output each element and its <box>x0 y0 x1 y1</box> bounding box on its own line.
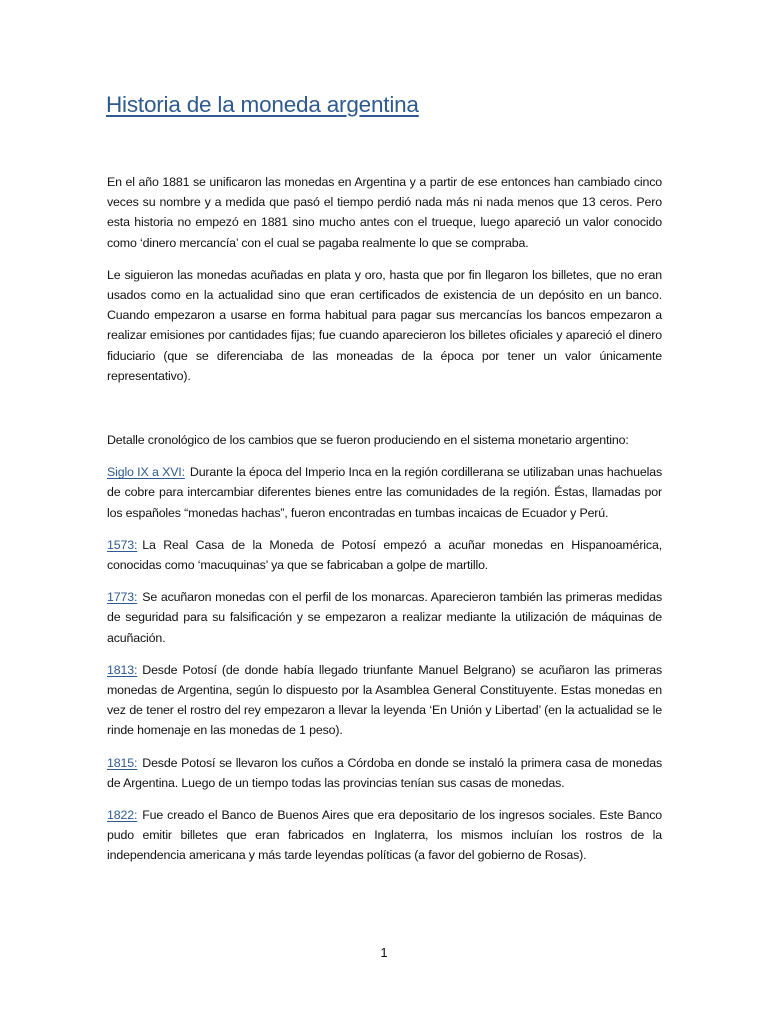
document-body <box>107 172 662 878</box>
timeline-entry <box>107 805 662 866</box>
intro-paragraph-1: En el año 1881 se unificaron las monedas en Argentina y a partir de ese entonces han cambiado cinco veces su nombre y a medida que pasó el tiempo perdió nada más ni nada menos que 13 ceros. Pero esta historia no empezó en 1881 sino mucho antes con el trueque, luego apareció un valor conocido como ‘dinero mercancía’ con el cual se pagaba realmente lo que se compraba. <box>107 175 662 250</box>
document-title: Historia de la moneda argentina <box>106 92 419 117</box>
timeline-text: Se acuñaron monedas con el perfil de los monarcas. Aparecieron también las primeras medidas de seguridad para su falsificación y se empezaron a realizar mediante la utilización de máquinas de acuñación. <box>107 590 662 645</box>
page-number: 1 <box>380 945 388 960</box>
timeline-label: 1813: <box>107 662 138 677</box>
timeline-text: Desde Potosí (de donde había llegado triunfante Manuel Belgrano) se acuñaron las primeras monedas de Argentina, según lo dispuesto por la Asamblea General Constituyente. Estas monedas en vez de tener el rostro del rey empezaron a llevar la leyenda ‘En Unión y Libertad’ (en la actualidad se le rinde homenaje en las monedas de 1 peso). <box>107 662 662 738</box>
intro-paragraph-2: Le siguieron las monedas acuñadas en plata y oro, hasta que por fin llegaron los billetes, que no eran usados como en la actualidad sino que eran certificados de existencia de un depósito en un banco. Cuando empezaron a usarse en forma habitual para pagar sus mercancías los bancos empezaron a realizar emisiones por cantidades fijas; fue cuando aparecieron los billetes oficiales y apareció el dinero fiduciario (que se diferenciaba de las moneadas de la época por tener un valor únicamente representativo). <box>107 267 662 383</box>
timeline-entry <box>107 587 662 648</box>
timeline-entry <box>107 535 662 575</box>
timeline-label: 1573: <box>107 537 138 552</box>
timeline-text: Durante la época del Imperio Inca en la región cordillerana se utilizaban unas hachuelas de cobre para intercambiar diferentes bienes entre las comunidades de la región. Éstas, llamadas por los españoles “monedas hachas”, fueron encontradas en tumbas incaicas de Ecuador y Perú. <box>107 465 662 520</box>
timeline-text: La Real Casa de la Moneda de Potosí empezó a acuñar monedas en Hispanoamérica, conocidas como ‘macuquinas’ ya que se fabricaban a golpe de martillo. <box>107 537 662 573</box>
timeline-entry <box>107 462 662 523</box>
timeline-text: Fue creado el Banco de Buenos Aires que era depositario de los ingresos sociales. Este Banco pudo emitir billetes que eran fabricados en Inglaterra, los mismos incluían los rostros de la independencia americana y más tarde leyendas políticas (a favor del gobierno de Rosas). <box>107 808 662 863</box>
timeline-entry <box>107 753 662 793</box>
timeline-intro: Detalle cronológico de los cambios que se fueron produciendo en el sistema monetario argentino: <box>107 433 629 448</box>
timeline-entry <box>107 660 662 741</box>
timeline-label: 1773: <box>107 590 138 605</box>
timeline-label: 1815: <box>107 755 138 770</box>
timeline-label: 1822: <box>107 808 138 823</box>
timeline-text: Desde Potosí se llevaron los cuños a Córdoba en donde se instaló la primera casa de monedas de Argentina. Luego de un tiempo todas las provincias tenían sus casas de monedas. <box>107 755 662 790</box>
timeline-label: Siglo IX a XVI: <box>107 465 185 480</box>
